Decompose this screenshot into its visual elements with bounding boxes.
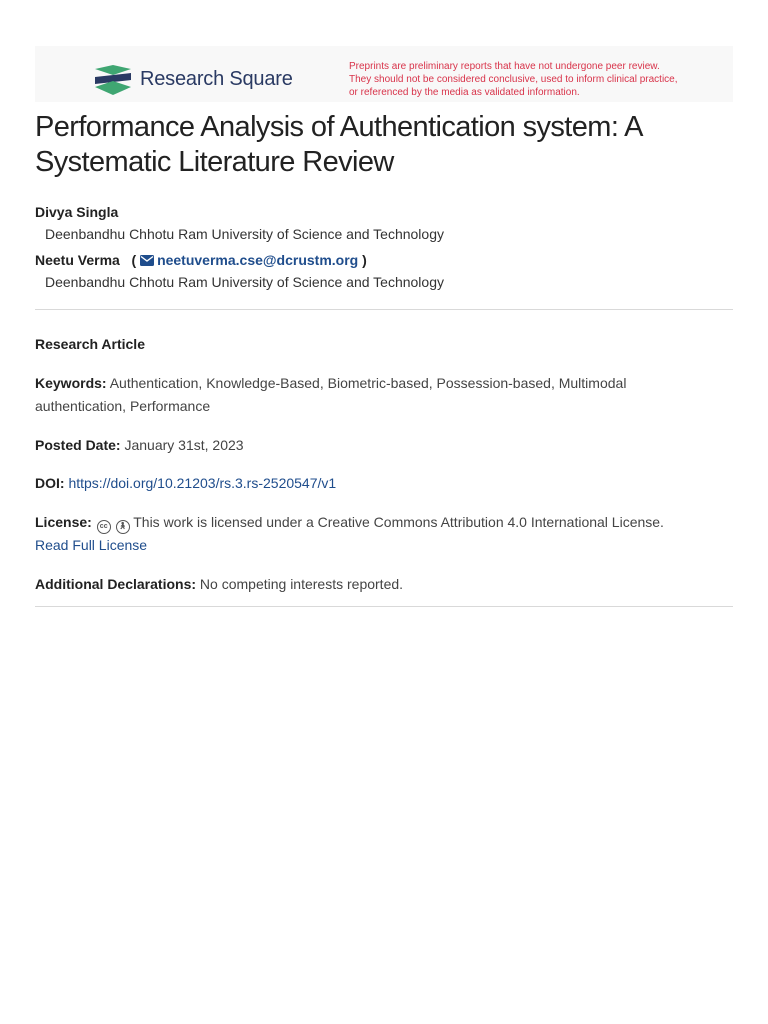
author-affiliation: Deenbandhu Chhotu Ram University of Science and Technology <box>45 274 444 290</box>
license-field <box>35 511 715 557</box>
email-paren-open: ( <box>123 252 141 268</box>
posted-date-field <box>35 434 715 457</box>
research-square-logo-icon <box>95 65 131 95</box>
author-name[interactable]: Neetu Verma <box>35 252 120 268</box>
keywords-value: Authentication, Knowledge-Based, Biometric-based, Possession-based, Multimodal authentication, Performance <box>35 375 627 414</box>
posted-date-label: Posted Date: <box>35 437 121 453</box>
declarations-value: No competing interests reported. <box>199 576 404 592</box>
doi-field <box>35 472 715 495</box>
declarations-label: Additional Declarations: <box>35 576 197 592</box>
paper-title <box>35 110 735 180</box>
title-line: Systematic Literature Review <box>35 146 394 178</box>
brand-name: Research Square <box>140 68 293 90</box>
notice-line: or referenced by the media as validated information. <box>349 87 580 98</box>
posted-date-value: January 31st, 2023 <box>124 437 244 453</box>
keywords-label: Keywords: <box>35 375 107 391</box>
title-line: Performance Analysis of Authentication system: A <box>35 111 643 143</box>
doi-label: DOI: <box>35 475 65 491</box>
author-email-link[interactable]: neetuverma.cse@dcrustm.org <box>157 252 359 268</box>
keywords-field <box>35 372 715 418</box>
preprint-notice <box>349 60 729 99</box>
preprint-banner <box>35 46 733 102</box>
author-name[interactable]: Divya Singla <box>35 204 119 220</box>
author-row <box>35 252 367 268</box>
cc-icon: cc <box>97 520 111 534</box>
divider <box>35 606 733 607</box>
divider <box>35 309 733 310</box>
article-type-label: Research Article <box>35 336 145 352</box>
notice-line: Preprints are preliminary reports that have not undergone peer review. <box>349 61 660 72</box>
author-affiliation: Deenbandhu Chhotu Ram University of Science and Technology <box>45 226 444 242</box>
email-paren-close: ) <box>358 252 367 268</box>
read-full-license-link[interactable]: Read Full License <box>35 537 148 553</box>
doi-link[interactable]: https://doi.org/10.21203/rs.3.rs-2520547/v1 <box>68 475 337 491</box>
notice-line: They should not be considered conclusive, used to inform clinical practice, <box>349 74 678 85</box>
declarations-field <box>35 573 715 596</box>
license-text: This work is licensed under a Creative Commons Attribution 4.0 International License. <box>133 514 664 530</box>
license-label: License: <box>35 514 92 530</box>
by-icon: 🚶︎ <box>116 520 130 534</box>
article-type <box>35 333 715 356</box>
envelope-icon <box>140 255 154 266</box>
